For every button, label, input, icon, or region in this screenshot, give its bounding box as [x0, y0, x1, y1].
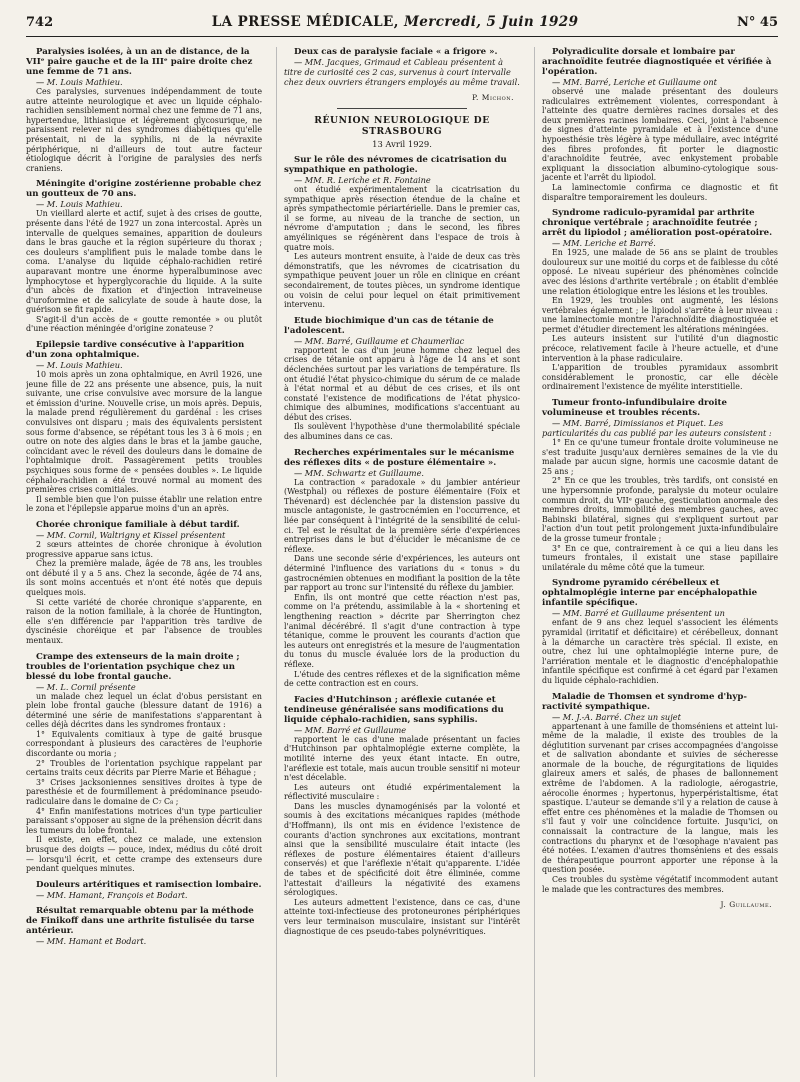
article-paragraph: 2 sœurs atteintes de chorée chronique à évolution progressive apparue sans ictus.	[26, 539, 262, 559]
article-paragraph: Dans les muscles dynamogénisés par la volonté et soumis à des excitations mécaniques rapides (méthode d'Hoffmann), ils ont mis en évidence l'existence de courants d'action synchrones aux excitations, montrant ainsi que la sensibilité musculaire était intacte (les réflexes de posture élémentaires étaient d'ailleurs conservés) et que l'aréflexie n'était qu'apparente. L'idée de tabes et de spécificité doit être éliminée, comme l'attestait d'ailleurs la négativité des examens sérologiques.	[284, 801, 520, 898]
article	[542, 398, 778, 572]
article-authors: — MM. Barré, Dimissianos et Piquet. Les particularités du cas publié par les auteurs consistent :	[542, 418, 772, 439]
article-paragraph: La contraction « paradoxale » du jambier antérieur (Westphal) ou réflexes de posture élémentaire (Foix et Thévenard) est déclenchée par la distension passive du muscle antagoniste, le gastrocnémien en l'occurrence, et liée par conséquent à l'intégrité de la sensibilité de celui-ci. Tel est le résultat de la première série d'expériences entreprises dans le but d'élucider le mécanisme de ce réflexe.	[284, 477, 520, 554]
article-paragraph: Il semble bien que l'on puisse établir une relation entre le zona et l'épilepsie apparue moins d'un an après.	[26, 494, 262, 514]
article-title: Recherches expérimentales sur le mécanisme des réflexes dits « de posture élémentaire ».	[284, 447, 515, 468]
page-number: 742	[26, 15, 54, 30]
article-paragraph: 3° Crises jacksoniennes sensitives droites à type de paresthésie et de fourmillement à prédominance pseudo-radiculaire dans le domaine de C₇ C₈ ;	[26, 777, 262, 807]
article-authors: — M. L. Cornil présente	[36, 681, 136, 692]
article-paragraph: Si cette variété de chorée chronique s'apparente, en raison de la notion familiale, à la chorée de Huntington, elle s'en différencie par l'apparition très tardive de dyscinésie choréique et par l'absence de troubles mentaux.	[26, 597, 262, 645]
journal-name: LA PRESSE MÉDICALE,	[211, 14, 399, 30]
article	[284, 316, 520, 442]
article-paragraph: Il existe, en effet, chez ce malade, une extension brusque des doigts — pouce, index, médius du côté droit — lorsqu'il écrit, et cette crampe des extenseurs dure pendant quelques minutes.	[26, 835, 262, 874]
article-paragraph: 2° Troubles de l'orientation psychique rappelant par certains traits ceux décrits par Pierre Marie et Béhague ;	[26, 758, 262, 778]
article-authors: — M. J.-A. Barré. Chez un sujet	[552, 711, 681, 722]
author-signature: J. Guillaume.	[720, 900, 772, 910]
article	[26, 880, 262, 900]
article-paragraph: 4° Enfin manifestations motrices d'un type particulier paraissant s'opposer au signe de la préhension décrit dans les tumeurs du lobe frontal.	[26, 806, 262, 835]
reporter-signature: P. Michon.	[472, 93, 514, 102]
article-authors: — MM. Hamant et Bodart.	[36, 935, 147, 946]
article-paragraph: 1° En ce qu'une tumeur frontale droite volumineuse ne s'est traduite jusqu'aux dernières semaines de la vie du malade par aucun signe, hormis une cacosmie datant de 25 ans ;	[542, 438, 778, 476]
article-paragraph: 1° Equivalents comitiaux à type de gaité brusque correspondant à plusieurs des caractères de l'euphorie discordante ou moria ;	[26, 729, 262, 759]
article-authors: — MM. Jacques, Grimaud et Cableau présentent à titre de curiosité ces 2 cas, survenus à court intervalle chez deux ouvriers étrangers employés au même travail.	[284, 57, 520, 87]
article-authors: — MM. Barré, Leriche et Guillaume ont	[552, 77, 717, 87]
article-authors: — MM. Schwartz et Guillaume.	[294, 467, 425, 478]
article-paragraph: rapportent le cas d'un jeune homme chez lequel des crises de tétanie ont apparu à l'âge de 14 ans et sont déclenchées surtout par les variations de température. Ils ont étudié l'état physico-chimique du sérum de ce malade à l'état normal et au début de ces crises, et ils ont constaté l'existence de modifications de l'état physico-chimique des albumines, modifications s'accentuant au début des crises.	[284, 345, 520, 422]
article-paragraph: 2° En ce que les troubles, très tardifs, ont consisté en une hypersomnie profonde, paralysie du moteur oculaire commun droit, du VIIᵉ gauche, gesticulation anormale des membres droits, immobilité des membres gauches, avec Babinski bilatéral, signes qui s'expliquent surtout par l'action d'un tout petit prolongement juxta-infundibulaire de la grosse tumeur frontale ;	[542, 476, 778, 543]
article-authors: — M. Louis Mathieu.	[36, 360, 123, 371]
article-paragraph: Enfin, ils ont montré que cette réaction n'est pas, comme on l'a prétendu, assimilable à la « shortening et lengthening reaction » décrite par Sherrington chez l'animal décérébré. Il s'agit d'une contraction à type tétanique, comme le prouvent les courants d'action que les auteurs ont enregistrés et la mesure de l'augmentation du tonus du muscle évaluée lors de la production du réflexe.	[284, 592, 520, 669]
article-title: Douleurs artéritiques et ramisection lombaire.	[36, 879, 262, 890]
section-divider	[337, 108, 467, 109]
article-title: Maladie de Thomsen et syndrome d'hyp-ractivité sympathique.	[542, 691, 747, 712]
journal-title	[212, 14, 579, 30]
article-title: Tumeur fronto-infundibulaire droite volumineuse et troubles récents.	[542, 398, 727, 419]
article-title: Méningite d'origine zostérienne probable chez un goutteux de 70 ans.	[26, 179, 262, 200]
article-paragraph: enfant de 9 ans chez lequel s'associent les éléments pyramidal (irritatif et déficitaire) et cérébelleux, donnant à la démarche un caractère très spécial. Il existe, en outre, chez lui une ophtalmoplégie interne pure, de l'arriération mentale et le diagnostic d'encéphalopathie infantile spécifique est confirmé à cet égard par l'examen du liquide céphalo-rachidien.	[542, 618, 778, 685]
article-title: Sur le rôle des névromes de cicatrisation du sympathique en pathologie.	[284, 155, 507, 175]
article-authors: — MM. Barré et Guillaume	[294, 724, 407, 735]
article-authors: — MM. Barré et Guillaume présentent un	[552, 608, 725, 619]
section-heading: RÉUNION NEUROLOGIQUE DE STRASBOURG	[314, 115, 490, 137]
article-paragraph: observé une malade présentant des douleurs radiculaires extrêmement violentes, correspondant à l'atteinte des quatre dernières racines dorsales et des deux premières racines lombaires. Ceci, joint à l'absence de signes d'atteinte pyramidale et à l'existence d'une hypoesthésie très légère à type médullaire, avec intégrité des fibres profondes, fit porter le diagnostic d'arachnoïdite feutrée, avec enkystement probable expliquant la dissociation albumino-cytologique sous-jacente et l'arrêt du lipiodol.	[542, 87, 778, 183]
article-title: Deux cas de paralysie faciale « a frigore ».	[294, 47, 498, 57]
article-paragraph: Ces troubles du système végétatif incommodent autant le malade que les contractures des membres.	[542, 875, 778, 894]
article	[542, 47, 778, 202]
article-title: Paralysies isolées, à un an de distance, de la VIIᵉ paire gauche et de la IIIᵉ paire droite chez une femme de 71 ans.	[26, 47, 253, 77]
page-header	[26, 14, 778, 37]
article-title: Etude biochimique d'un cas de tétanie de l'adolescent.	[284, 315, 494, 336]
article-paragraph: appartenant à une famille de thomséniens et atteint lui-même de la maladie, il existe des troubles de la déglutition survenant par crises accompagnées d'angoisse et de salivation abondante et suivies de sécheresse anormale de la bouche, de régurgitations de liquides glaireux amers et salés, de phases de ballonnement extrême de l'abdomen. A la radiologie, aérogastrie, aérocolie énormes ; hypertonus, hyperpéristaltisme, état spastique. L'auteur se demande s'il y a relation de cause à effet entre ces phénomènes et la maladie de Thomsen ou s'il faut y voir une coïncidence fortuite. Jusqu'ici, on connaissait la contracture de la langue, mais les contractions du pharynx et de l'œsophage n'avaient pas été notées. L'examen d'autres thomséniens et des essais de thérapeutique pourront apporter une réponse à la question posée.	[542, 721, 778, 875]
article-title: Syndrome pyramido cérébelleux et ophtalmoplégie interne par encéphalopathie infantile spécifique.	[542, 578, 758, 609]
article-paragraph: rapportent le cas d'une malade présentant un facies d'Hutchinson par ophtalmoplégie externe complète, la motilité interne des yeux étant intacte. En outre, l'aréflexie est totale, mais aucun trouble sensitif ni moteur n'est décelable.	[284, 734, 520, 783]
article-paragraph: L'étude des centres réflexes et de la signification même de cette contraction est en cours.	[284, 669, 520, 689]
article	[26, 652, 262, 874]
article-title: Résultat remarquable obtenu par la méthode de Finikoff dans une arthrite fistulisée du tarse antérieur.	[26, 905, 255, 936]
article	[284, 695, 520, 936]
article-title: Epilepsie tardive consécutive à l'apparition d'un zona ophtalmique.	[26, 340, 245, 361]
issue-number: N° 45	[737, 15, 778, 30]
article-authors: — MM. Hamant, François et Bodart.	[36, 889, 188, 900]
article-paragraph: ont étudié expérimentalement la cicatrisation du sympathique après résection étendue de la chaîne et après sympathectomie périartérielle. Dans le premier cas, il se forme, au niveau de la tranche de section, un névrome d'amputation ; dans le second, les fibres amyéliniques se régénèrent dans l'espace de trois à quatre mois.	[284, 185, 520, 252]
article-title: Facies d'Hutchinson ; aréflexie cutanée et tendineuse généralisée sans modifications du liquide céphalo-rachidien, sans syphilis.	[284, 694, 504, 725]
article	[26, 340, 262, 514]
article	[26, 179, 262, 334]
article-title: Crampe des extenseurs de la main droite ; troubles de l'orientation psychique chez un blessé du lobe frontal gauche.	[26, 651, 240, 682]
article-paragraph: un malade chez lequel un éclat d'obus persistant en plein lobe frontal gauche (blessure datant de 1916) a déterminé une série de manifestations s'apparentant à celles déjà décrites dans les syndromes frontaux :	[26, 691, 262, 730]
article-paragraph: En 1929, les troubles ont augmenté, les lésions vertébrales également ; le lipiodol s'arrête à leur niveau : une laminectomie montre l'arachnoïdite diagnostiquée et permet d'étudier directement les altérations méningées.	[542, 296, 778, 334]
article-paragraph: Ils soulèvent l'hypothèse d'une thermolabilité spéciale des albumines dans ce cas.	[284, 422, 520, 442]
article	[542, 692, 778, 895]
column-middle	[276, 47, 520, 1077]
article-authors: — MM. Barré, Guillaume et Chaumerliac	[294, 335, 465, 346]
article-authors: — M. Louis Mathieu.	[36, 77, 123, 87]
column-left	[26, 47, 262, 1077]
article	[26, 520, 262, 646]
article-title: Syndrome radiculo-pyramidal par arthrite chronique vertébrale ; arachnoïdite feutrée ; arrêt du lipiodol ; amélioration post-opératoire.	[542, 208, 773, 239]
article-paragraph: Un vieillard alerte et actif, sujet à des crises de goutte, présente dans l'été de 1927 un zona intercostal. Après un intervalle de quelques semaines, apparition de douleurs dans le bras gauche et la région supérieure du thorax ; ces douleurs s'amplifient puis le malade tombe dans le coma. L'analyse du liquide céphalo-rachidien retiré auparavant montre une énorme hyperalbuminose avec lymphocytose et hyperglycorachie du liquide. A la suite d'un abcès de fixation et d'injection intraveineuse d'uroformine et de salicylate de soude à haute dose, la guérison se fit rapide.	[26, 209, 262, 315]
column-right	[534, 47, 778, 1077]
issue-date: Mercredi, 5 Juin 1929	[403, 14, 579, 30]
article-paragraph: S'agit-il d'un accès de « goutte remontée » ou plutôt d'une réaction méningée d'origine zonateuse ?	[26, 314, 262, 334]
article-paragraph: Chez la première malade, âgée de 78 ans, les troubles ont débuté il y a 5 ans. Chez la seconde, âgée de 74 ans, ils sont moins accentués et n'ont été notés que depuis quelques mois.	[26, 559, 262, 597]
article-authors: — MM. Cornil, Waltrigny et Kissel présentent	[36, 529, 226, 540]
article-paragraph: La laminectomie confirma ce diagnostic et fit disparaître temporairement les douleurs.	[542, 182, 778, 202]
article-paragraph: Les auteurs ont étudié expérimentalement la réflectivité musculaire :	[284, 782, 520, 802]
columns	[26, 47, 778, 1077]
article-authors: — MM. R. Leriche et R. Fontaine	[294, 175, 431, 185]
article-authors: — M. Louis Mathieu.	[36, 199, 123, 210]
article-paragraph: Les auteurs admettent l'existence, dans ce cas, d'une atteinte toxi-infectieuse des protoneurones périphériques vers leur terminaison musculaire, insistant sur l'intérêt diagnostique de ces pseudo-tabes polynévritiques.	[284, 897, 520, 936]
article-paragraph: En 1925, une malade de 56 ans se plaint de troubles douloureux sur une moitié du corps et de faiblesse du côté opposé. Le niveau supérieur des phénomènes coïncide avec des lésions d'arthrite vertébrale ; on établit d'emblée une relation étiologique entre les lésions et les troubles.	[542, 248, 778, 296]
article-title: Chorée chronique familiale à début tardif.	[36, 519, 240, 530]
article	[26, 47, 262, 173]
article-paragraph: Ces paralysies, survenues indépendamment de toute autre atteinte neurologique et avec un liquide céphalo-rachidien sensiblement normal chez une femme de 71 ans, hypertendue, lithiasique et légèrement glycosurique, ne paraissent relever ni des syndromes diabétiques qu'elle présentait, ni de la syphilis, ni de la névraxite périphérique, ni d'ailleurs de tout autre facteur étiologique décrit à l'origine de paralysies des nerfs craniens.	[26, 87, 262, 173]
section-date: 13 Avril 1929.	[372, 139, 432, 149]
article	[284, 155, 520, 310]
article-paragraph: Les auteurs insistent sur l'utilité d'un diagnostic précoce, relativement facile à l'heure actuelle, et d'une intervention à la phase radiculaire.	[542, 334, 778, 363]
article	[542, 578, 778, 685]
article-paragraph: 10 mois après un zona ophtalmique, en Avril 1926, une jeune fille de 22 ans présente une absence, puis, la nuit suivante, une crise convulsive avec morsure de la langue et émission d'urine. Nouvelle crise, un mois après. Depuis, la malade prend régulièrement du gardénal : les crises convulsives ont disparu ; mais des équivalents persistent sous forme d'absence, se répétant tous les 3 à 6 mois ; en outre on note des algies dans le bras et la jambe gauche, coïncidant avec le réveil des douleurs dans le domaine de l'ophtalmique droit. Passagèrement petits troubles psychiques sous forme de « pensées doubles ». Le liquide céphalo-rachidien a été trouvé normal au moment des premières crises comitiales.	[26, 370, 262, 495]
article	[26, 906, 262, 946]
lead-article	[284, 47, 520, 87]
article-paragraph: 3° En ce que, contrairement à ce qui a lieu dans les tumeurs frontales, il existait une stase papillaire unilatérale du même côté que la tumeur.	[542, 543, 778, 572]
article-paragraph: Dans une seconde série d'expériences, les auteurs ont déterminé l'influence des variations du « tonus » du gastrocnémien obtenues en modifiant la position de la tête par rapport au tronc sur l'intensité du réflexe du jambier.	[284, 554, 520, 593]
article-paragraph: L'apparition de troubles pyramidaux assombrit considérablement le pronostic, car elle décèle ordinairement l'existence de myélite interstitielle.	[542, 363, 778, 392]
article-paragraph: Les auteurs montrent ensuite, à l'aide de deux cas très démonstratifs, que les névromes de cicatrisation du sympathique peuvent jouer un rôle en clinique en créant secondairement, de toutes pièces, un syndrome identique ou voisin de celui pour lequel on était primitivement intervenu.	[284, 252, 520, 310]
article	[284, 448, 520, 689]
article	[542, 208, 778, 392]
article-authors: — MM. Leriche et Barré.	[552, 238, 656, 249]
article-title: Polyradiculite dorsale et lombaire par arachnoïdite feutrée diagnostiquée et vérifiée à l'opération.	[542, 47, 772, 77]
